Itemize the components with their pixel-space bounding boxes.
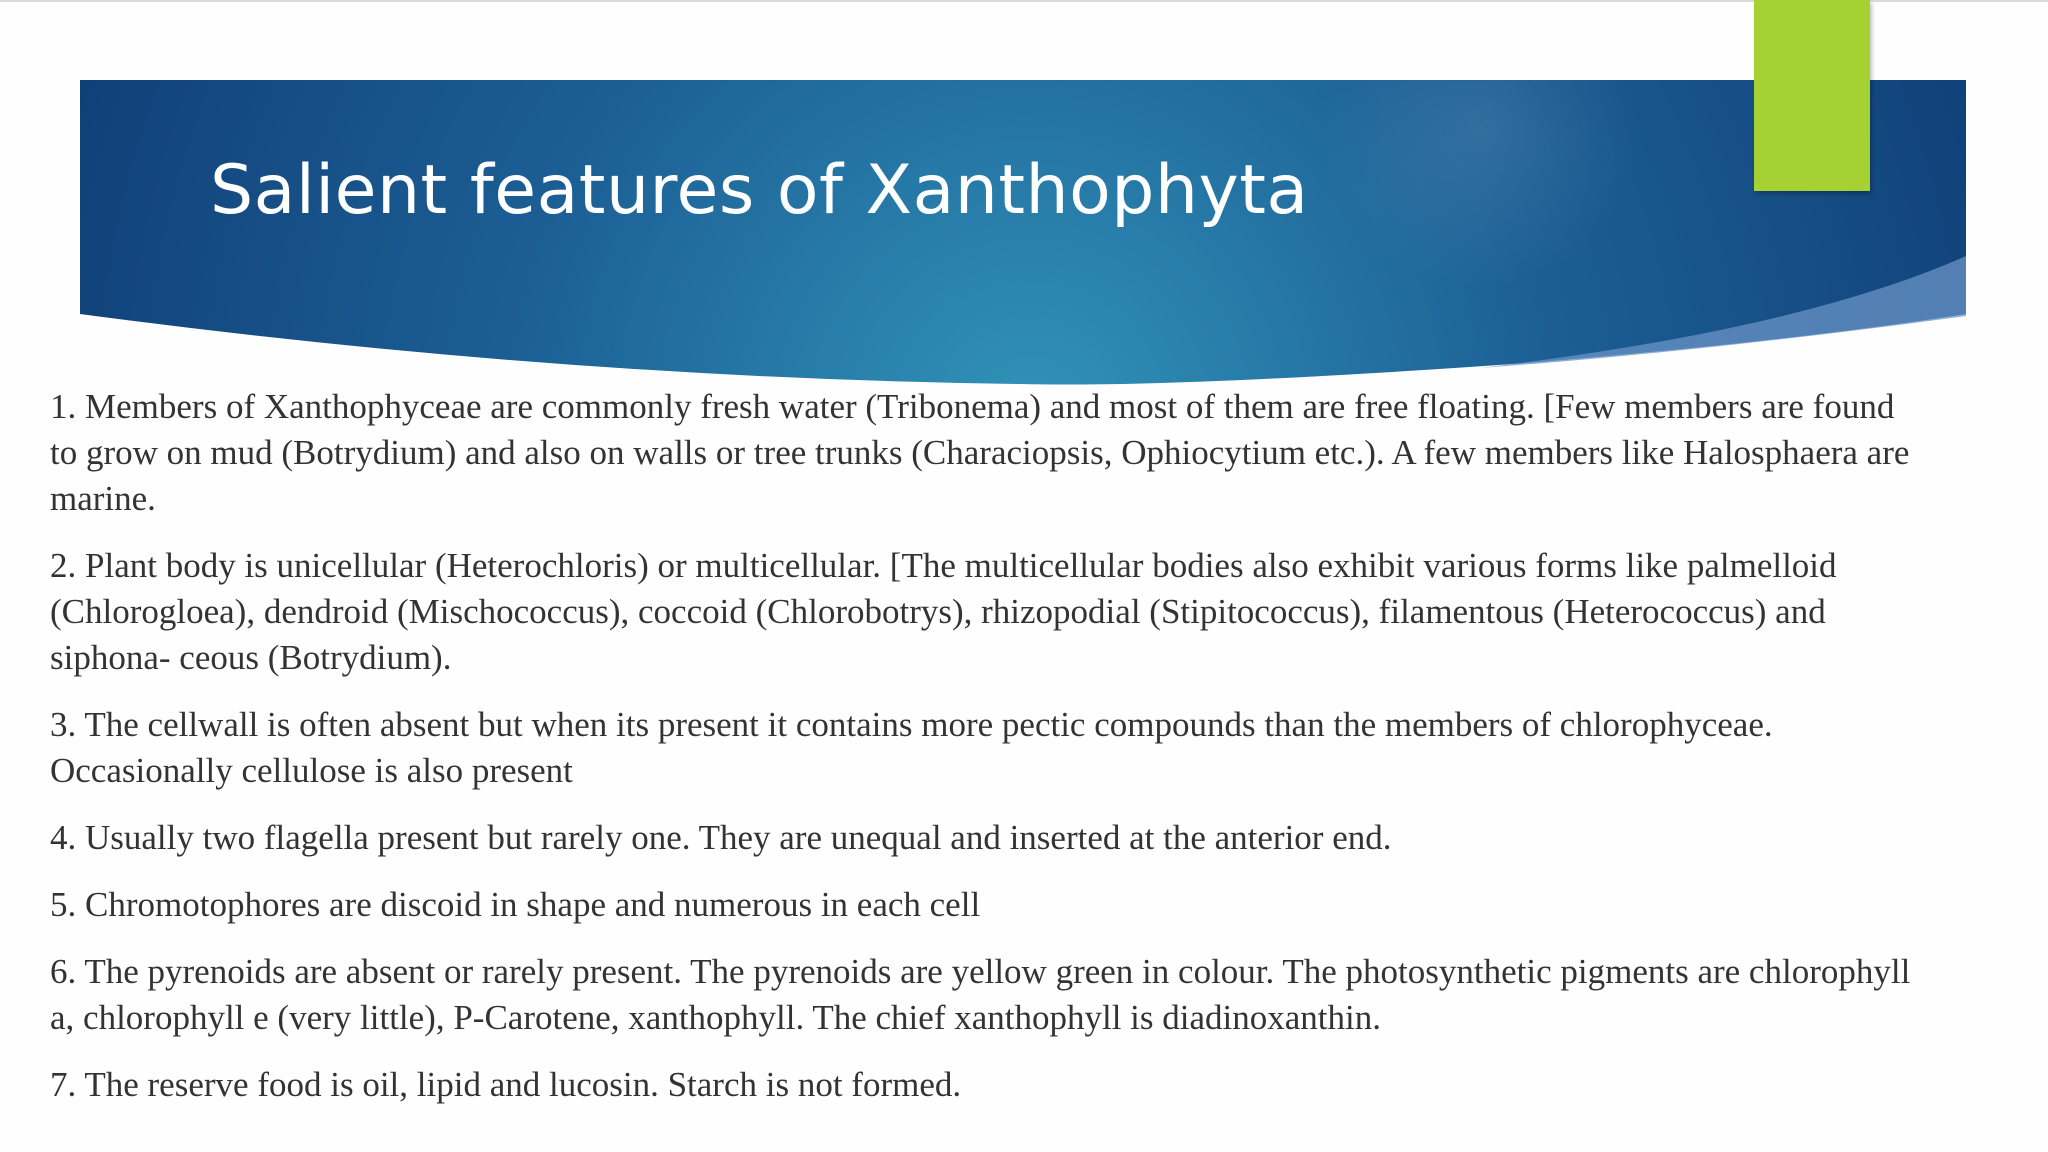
feature-point-4: 4. Usually two flagella present but rarely one. They are unequal and inserted at the anterior end. bbox=[50, 818, 1392, 857]
feature-point-5: 5. Chromotophores are discoid in shape and numerous in each cell bbox=[50, 885, 981, 924]
slide-title: Salient features of Xanthophyta bbox=[210, 151, 1309, 230]
feature-point-3: 3. The cellwall is often absent but when its present it contains more pectic compounds than the members of chlorophyceae. Occasionally cellulose is also present bbox=[50, 705, 1773, 790]
feature-point-7: 7. The reserve food is oil, lipid and lucosin. Starch is not formed. bbox=[50, 1065, 962, 1104]
feature-point-6: 6. The pyrenoids are absent or rarely present. The pyrenoids are yellow green in colour. The photosynthetic pigments are chlorophyll a, chlorophyll e (very little), P-Carotene, xanthophyll. The chief xanthophyll is diadinoxanthin. bbox=[50, 952, 1911, 1037]
feature-point-2: 2. Plant body is unicellular (Heterochloris) or multicellular. [The multicellular bodies also exhibit various forms like palmelloid (Chlorogloea), dendroid (Mischococcus), coccoid (Chlorobotrys), rhizopodial (Stipitococcus), filamentous (Heterococcus) and siphona- ceous (Botrydium). bbox=[50, 546, 1837, 677]
feature-point-1: 1. Members of Xanthophyceae are commonly fresh water (Tribonema) and most of them are free floating. [Few members are found to grow on mud (Botrydium) and also on walls or tree trunks (Characiopsis, Ophiocytium etc.). A few members like Halosphaera are marine. bbox=[50, 387, 1910, 518]
feature-list bbox=[50, 384, 1920, 1129]
accent-bar bbox=[1754, 0, 1870, 191]
